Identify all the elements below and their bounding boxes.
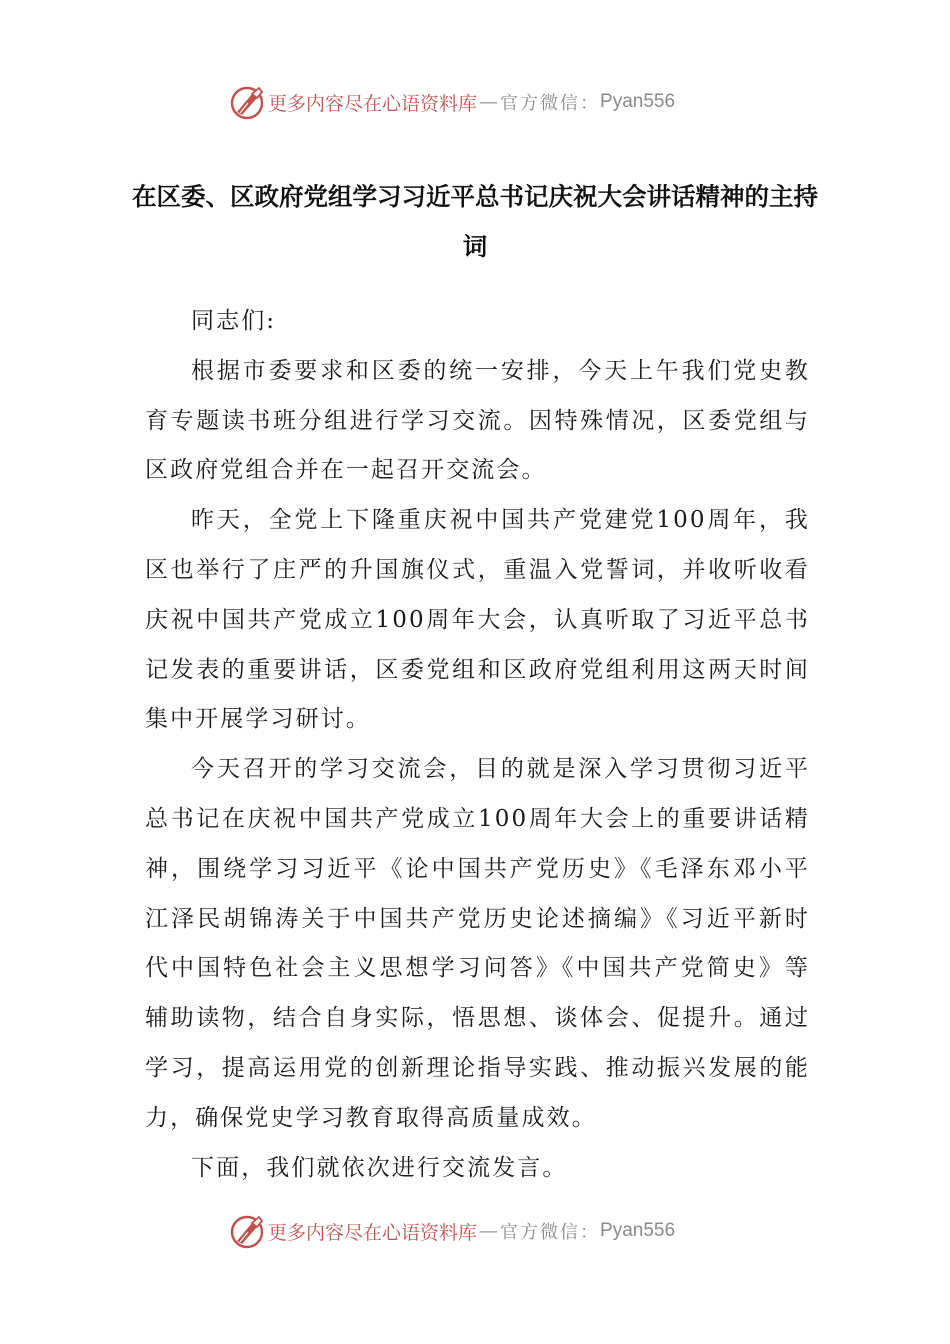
- body-paragraph: 今天召开的学习交流会，目的就是深入学习贯彻习近平总书记在庆祝中国共产党成立100周年大会上的重要讲话精神，围绕学习习近平《论中国共产党历史》《毛泽东邓小平江泽民胡锦涛关于中国共产党历史论述摘编》《习近平新时代中国特色社会主义思想学习问答》《中国共产党简史》等辅助读物，结合自身实际，悟思想、谈体会、促提升。通过学习，提高运用党的创新理论指导实践、推动振兴发展的能力，确保党史学习教育取得高质量成效。: [145, 756, 810, 1131]
- watermark-dash: —: [479, 1220, 499, 1242]
- body-paragraph: 根据市委要求和区委的统一安排，今天上午我们党史教育专题读书班分组进行学习交流。因特殊情况，区委党组与区政府党组合并在一起召开交流会。: [145, 357, 810, 484]
- pen-nib-logo-icon: [228, 83, 266, 121]
- watermark-dash: —: [479, 91, 499, 113]
- salutation: 同志们:: [191, 308, 277, 334]
- body-paragraph: 下面，我们就依次进行交流发言。: [191, 1154, 568, 1181]
- watermark-contact-handle: Pyan556: [600, 1220, 676, 1241]
- watermark-site-text: 更多内容尽在心语资料库: [268, 1221, 478, 1244]
- watermark-contact-label: 官方微信：: [500, 1222, 601, 1243]
- watermark-contact-label: 官方微信：: [500, 93, 601, 114]
- watermark-site-text: 更多内容尽在心语资料库: [268, 92, 478, 115]
- footer-watermark: [228, 1211, 675, 1251]
- body-paragraph: 昨天，全党上下隆重庆祝中国共产党建党100周年，我区也举行了庄严的升国旗仪式，重温入党誓词，并收听收看庆祝中国共产党成立100周年大会，认真听取了习近平总书记发表的重要讲话，区委党组和区政府党组利用这两天时间集中开展学习研讨。: [145, 507, 810, 733]
- watermark-contact-handle: Pyan556: [600, 91, 676, 112]
- pen-nib-logo-icon: [228, 1212, 266, 1250]
- document-body: [145, 297, 810, 1193]
- document-title: 在区委、区政府党组学习习近平总书记庆祝大会讲话精神的主持词: [132, 182, 818, 261]
- header-watermark: [228, 82, 675, 122]
